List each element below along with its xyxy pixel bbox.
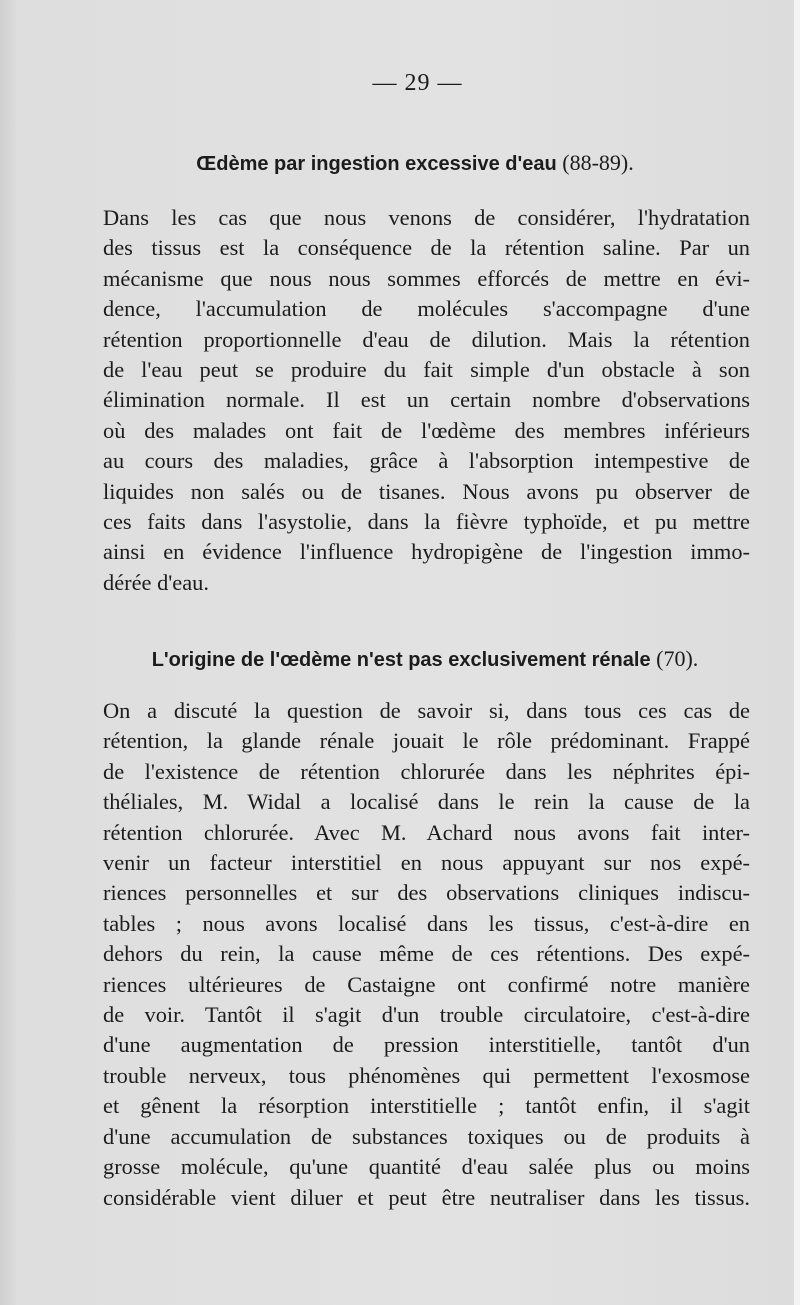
text-line: dehors du rein, la cause même de ces rétentions. Des expé-	[103, 941, 750, 967]
text-line: riences personnelles et sur des observations cliniques indiscu-	[103, 880, 750, 906]
text-line: trouble nerveux, tous phénomènes qui permettent l'exosmose	[103, 1062, 750, 1088]
text-line: grosse molécule, qu'une quantité d'eau salée plus ou moins	[103, 1154, 750, 1180]
text-line: liquides non salés ou de tisanes. Nous avons pu observer de	[103, 478, 750, 504]
text-line: dérée d'eau.	[103, 569, 209, 595]
text-line: rétention, la glande rénale jouait le rôle prédominant. Frappé	[103, 728, 750, 754]
text-line: où des malades ont fait de l'œdème des membres inférieurs	[103, 417, 750, 443]
text-line: de l'eau peut se produire du fait simple d'un obstacle à son	[103, 357, 750, 383]
text-line: rétention chlorurée. Avec M. Achard nous avons fait inter-	[103, 819, 750, 845]
text-line: de l'existence de rétention chlorurée dans les néphrites épi-	[103, 758, 750, 784]
text-line: ces faits dans l'asystolie, dans la fièvre typhoïde, et pu mettre	[103, 509, 750, 535]
text-line: de voir. Tantôt il s'agit d'un trouble circulatoire, c'est-à-dire	[103, 1002, 750, 1028]
text-line: d'une accumulation de substances toxiques ou de produits à	[103, 1123, 750, 1149]
text-line: Dans les cas que nous venons de considérer, l'hydratation	[103, 205, 750, 230]
paragraph-origine-renale	[103, 696, 750, 1213]
text-line: mécanisme que nous nous sommes efforcés de mettre en évi-	[103, 265, 750, 291]
text-line: tables ; nous avons localisé dans les tissus, c'est-à-dire en	[103, 910, 750, 936]
text-line: venir un facteur interstitiel en nous appuyant sur nos expé-	[103, 850, 750, 876]
section-heading-text: L'origine de l'œdème n'est pas exclusivement rénale	[151, 649, 651, 671]
text-line: On a discuté la question de savoir si, dans tous ces cas de	[103, 698, 750, 723]
text-line: dence, l'accumulation de molécules s'accompagne d'une	[103, 296, 750, 322]
text-line: théliales, M. Widal a localisé dans le rein la cause de la	[103, 789, 750, 815]
page-number: — 29 —	[372, 70, 463, 96]
text-line: considérable vient diluer et peut être neutraliser dans les tissus.	[103, 1184, 750, 1210]
text-line: rétention proportionnelle d'eau de dilution. Mais la rétention	[103, 326, 750, 352]
section-heading-reference: (88-89).	[562, 150, 634, 175]
text-line: élimination normale. Il est un certain nombre d'observations	[103, 387, 750, 413]
text-line: riences ultérieures de Castaigne ont confirmé notre manière	[103, 971, 750, 997]
section-heading-reference: (70).	[656, 646, 699, 671]
section-heading-edeme-ingestion	[0, 150, 800, 176]
text-line: des tissus est la conséquence de la rétention saline. Par un	[103, 235, 750, 261]
paragraph-retention-eau	[103, 203, 750, 598]
text-line: d'une augmentation de pression interstitielle, tantôt d'un	[103, 1032, 750, 1058]
text-line: ainsi en évidence l'influence hydropigène de l'ingestion immo-	[103, 539, 750, 565]
section-heading-origine-oedeme	[0, 646, 800, 672]
text-line: au cours des maladies, grâce à l'absorption intempestive de	[103, 448, 750, 474]
section-heading-text: Œdème par ingestion excessive d'eau	[196, 153, 557, 175]
text-line: et gênent la résorption interstitielle ; tantôt enfin, il s'agit	[103, 1093, 750, 1119]
